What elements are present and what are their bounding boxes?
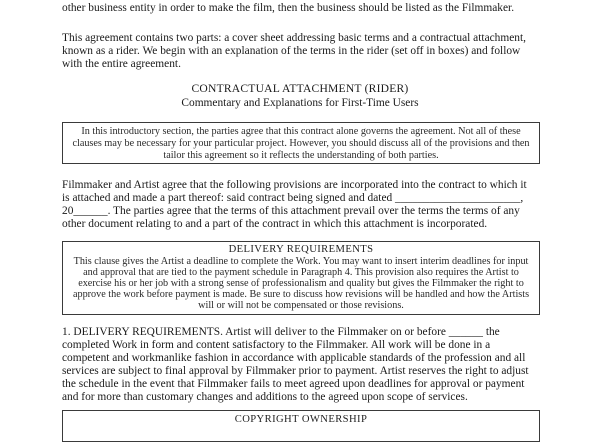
intro-first-line: other business entity in order to make the film, then the business should be listed as the Filmmaker. — [62, 2, 515, 14]
rider-paragraph-line: other document relating to and a part of the contract in which this attachment is incorporated. — [62, 218, 488, 230]
commentary-line: exercise his or her job with a strong sense of professionalism and quality but gives the Filmmaker the right to — [78, 278, 524, 289]
commentary-line: approve the work before payment is made. Be sure to discuss how revisions will be handled and how the Artists — [72, 289, 530, 300]
rider-paragraph-line: Filmmaker and Artist agree that the following provisions are incorporated into the contract to which it — [62, 179, 527, 191]
commentary-line: This clause gives the Artist a deadline to complete the Work. You may want to insert interim deadlines for input — [73, 256, 529, 267]
commentary-box-intro — [62, 122, 540, 164]
clause-line: services are subject to final approval by Filmmaker prior to payment. Artist reserves the right to adjust — [62, 365, 529, 377]
clause-line: and for more than customary changes and additions to the agreed upon scope of services. — [62, 391, 468, 403]
clause-line: 1. DELIVERY REQUIREMENTS. Artist will deliver to the Filmmaker on or before ______ the — [62, 326, 500, 338]
commentary-box-copyright — [62, 410, 540, 442]
clause-line: the schedule in the event that Filmmaker fails to meet agreed upon deadlines for approval or payment — [62, 378, 525, 390]
commentary-line: will or will not be compensated or those revisions. — [198, 300, 404, 311]
commentary-line: In this introductory section, the parties agree that this contract alone governs the agreement. Not all of these — [81, 126, 521, 137]
commentary-line: and approval that are tied to the payment schedule in Paragraph 4. This provision also requires the Artist to — [83, 267, 519, 278]
intro-paragraph-line: known as a rider. We begin with an explanation of the terms in the rider (set off in boxes) and follow — [62, 45, 521, 57]
commentary-box-delivery — [62, 241, 540, 315]
section-title: CONTRACTUAL ATTACHMENT (RIDER) — [191, 82, 409, 95]
clause-line: completed Work in form and content satisfactory to the Filmmaker. All work will be done in a — [62, 339, 491, 351]
intro-paragraph-line: with the entire agreement. — [62, 58, 181, 70]
intro-paragraph-line: This agreement contains two parts: a cover sheet addressing basic terms and a contractual attachment, — [62, 32, 526, 44]
commentary-line: clauses may be necessary for your particular project. However, you should discuss all of the provisions and then — [72, 138, 530, 149]
commentary-box-title: COPYRIGHT OWNERSHIP — [234, 414, 368, 425]
commentary-box-title: DELIVERY REQUIREMENTS — [228, 244, 374, 255]
commentary-line: tailor this agreement so it reflects the understanding of both parties. — [163, 150, 439, 161]
rider-paragraph-line: is attached and made a part thereof: said contract being signed and dated ______________________, — [62, 192, 524, 204]
clause-line: competent and workmanlike fashion in accordance with applicable standards of the profession and all — [62, 352, 526, 364]
section-subtitle: Commentary and Explanations for First-Time Users — [181, 97, 419, 109]
rider-paragraph-line: 20______. The parties agree that the terms of this attachment prevail over the terms the terms of any — [62, 205, 520, 217]
